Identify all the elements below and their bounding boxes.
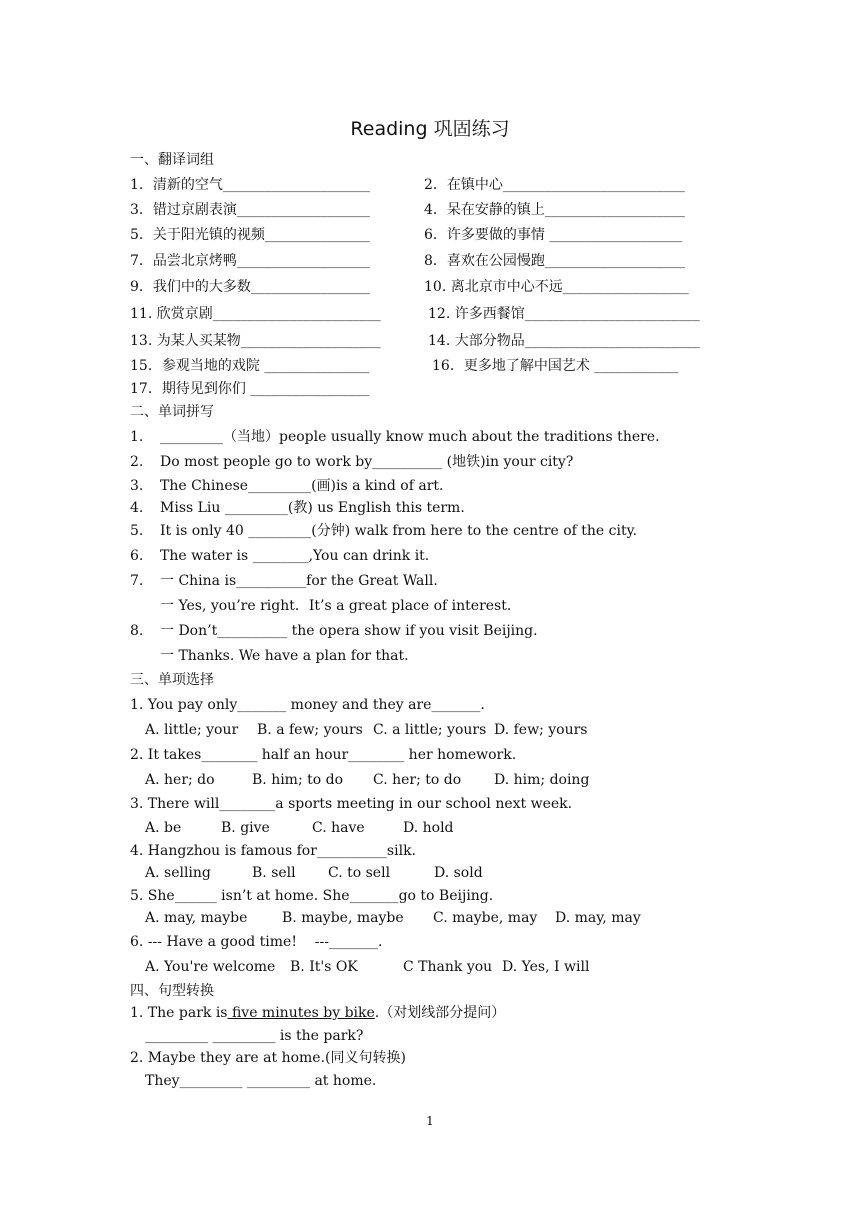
translate-item-10: 10. 离北京市中心不远__________________ — [424, 279, 689, 295]
choice-option: A. be — [145, 820, 182, 836]
spelling-num: 7. — [130, 573, 144, 589]
spelling-item: 一 Don’t__________ the opera show if you visit Beijing. — [160, 623, 538, 639]
translate-item-4: 4．呆在安静的镇上____________________ — [424, 202, 685, 218]
choice-option: A. selling — [145, 865, 211, 881]
translate-item-8: 8．喜欢在公园慢跑____________________ — [424, 253, 685, 269]
spelling-item: Miss Liu _________(教) us English this term. — [160, 500, 465, 516]
translate-item-16: 16．更多地了解中国艺术 ____________ — [432, 358, 679, 374]
spelling-num: 8. — [130, 623, 144, 639]
translate-item-6: 6．许多要做的事情 ___________________ — [424, 227, 683, 243]
translate-item-11: 11. 欣赏京剧________________________ — [130, 306, 381, 322]
choice-option: C. her; to do — [373, 772, 462, 788]
page-title: Reading 巩固练习 — [350, 118, 510, 140]
q1-underlined: five minutes by bike — [227, 1005, 375, 1021]
choice-option: D. may, may — [555, 910, 641, 926]
section-header-choice: 三、单项选择 — [130, 672, 214, 688]
transform-answer-2: They_________ _________ at home. — [145, 1073, 377, 1089]
translate-item-1: 1．清新的空气_____________________ — [130, 177, 370, 193]
transform-question-2: 2. Maybe they are at home.(同义句转换) — [130, 1050, 406, 1066]
spelling-item: The Chinese_________(画)is a kind of art. — [160, 478, 444, 494]
spelling-num: 6. — [130, 548, 144, 564]
choice-question: 3. There will________a sports meeting in our school next week. — [130, 796, 573, 812]
choice-question: 5. She______ isn’t at home. She_______go to Beijing. — [130, 888, 494, 904]
choice-option: C. to sell — [328, 865, 391, 881]
spelling-num: 5. — [130, 523, 144, 539]
choice-option: D. sold — [434, 865, 483, 881]
choice-question: 6. --- Have a good time! ---_______. — [130, 934, 383, 950]
choice-question: 1. You pay only_______ money and they are_______. — [130, 697, 485, 713]
choice-question: 4. Hangzhou is famous for__________silk. — [130, 843, 417, 859]
choice-option: D. few; yours — [494, 722, 588, 738]
spelling-item: The water is ________,You can drink it. — [160, 548, 430, 564]
choice-option: D. hold — [403, 820, 454, 836]
choice-option: D. him; doing — [494, 772, 590, 788]
choice-question: 2. It takes________ half an hour________ her homework. — [130, 747, 517, 763]
transform-question-1 — [130, 1004, 505, 1022]
q1-prefix: 1. The park is — [130, 1005, 228, 1021]
choice-option: D. Yes, I will — [502, 959, 590, 975]
choice-option: A. You're welcome — [145, 959, 276, 975]
spelling-item: 一 Yes, you’re right．It’s a great place of interest. — [160, 598, 512, 614]
choice-option: A. her; do — [145, 772, 215, 788]
translate-item-2: 2．在镇中心__________________________ — [424, 177, 685, 193]
page-number: 1 — [426, 1114, 434, 1128]
translate-item-15: 15．参观当地的戏院 _______________ — [130, 358, 370, 374]
section-header-transform: 四、句型转换 — [130, 983, 214, 999]
translate-item-17: 17．期待见到你们 _________________ — [130, 381, 370, 397]
section-header-spelling: 二、单词拼写 — [130, 404, 214, 420]
translate-item-12: 12. 许多西餐馆_________________________ — [428, 306, 700, 322]
choice-option: A. little; your — [145, 722, 239, 738]
choice-option: C Thank you — [403, 959, 493, 975]
spelling-num: 1. — [130, 429, 144, 445]
spelling-num: 3. — [130, 478, 144, 494]
choice-option: B. It's OK — [290, 959, 358, 975]
q1-suffix: .（对划线部分提问） — [374, 1005, 506, 1021]
spelling-item: _________（当地）people usually know much about the traditions there. — [160, 429, 660, 445]
section-header-translate: 一、翻译词组 — [130, 152, 214, 168]
spelling-item: 一 China is__________for the Great Wall. — [160, 573, 438, 589]
choice-option: B. maybe, maybe — [282, 910, 404, 926]
choice-option: C. a little; yours — [373, 722, 487, 738]
choice-option: A. may, maybe — [145, 910, 248, 926]
spelling-num: 2. — [130, 454, 144, 470]
spelling-item: Do most people go to work by__________ (地铁)in your city? — [160, 454, 574, 470]
choice-option: C. maybe, may — [433, 910, 538, 926]
choice-option: C. have — [312, 820, 365, 836]
translate-item-9: 9．我们中的大多数_________________ — [130, 279, 370, 295]
translate-item-5: 5．关于阳光镇的视频_______________ — [130, 227, 370, 243]
translate-item-7: 7．品尝北京烤鸭___________________ — [130, 253, 370, 269]
translate-item-3: 3．错过京剧表演___________________ — [130, 202, 370, 218]
translate-item-14: 14. 大部分物品_________________________ — [428, 333, 700, 349]
choice-option: B. him; to do — [252, 772, 344, 788]
translate-item-13: 13. 为某人买某物____________________ — [130, 333, 381, 349]
choice-option: B. give — [221, 820, 270, 836]
spelling-item: It is only 40 _________(分钟) walk from here to the centre of the city. — [160, 523, 638, 539]
spelling-num: 4. — [130, 500, 144, 516]
choice-option: B. a few; yours — [257, 722, 363, 738]
transform-answer-1: _________ _________ is the park? — [145, 1028, 364, 1044]
spelling-item: 一 Thanks. We have a plan for that. — [160, 648, 409, 664]
choice-option: B. sell — [252, 865, 296, 881]
